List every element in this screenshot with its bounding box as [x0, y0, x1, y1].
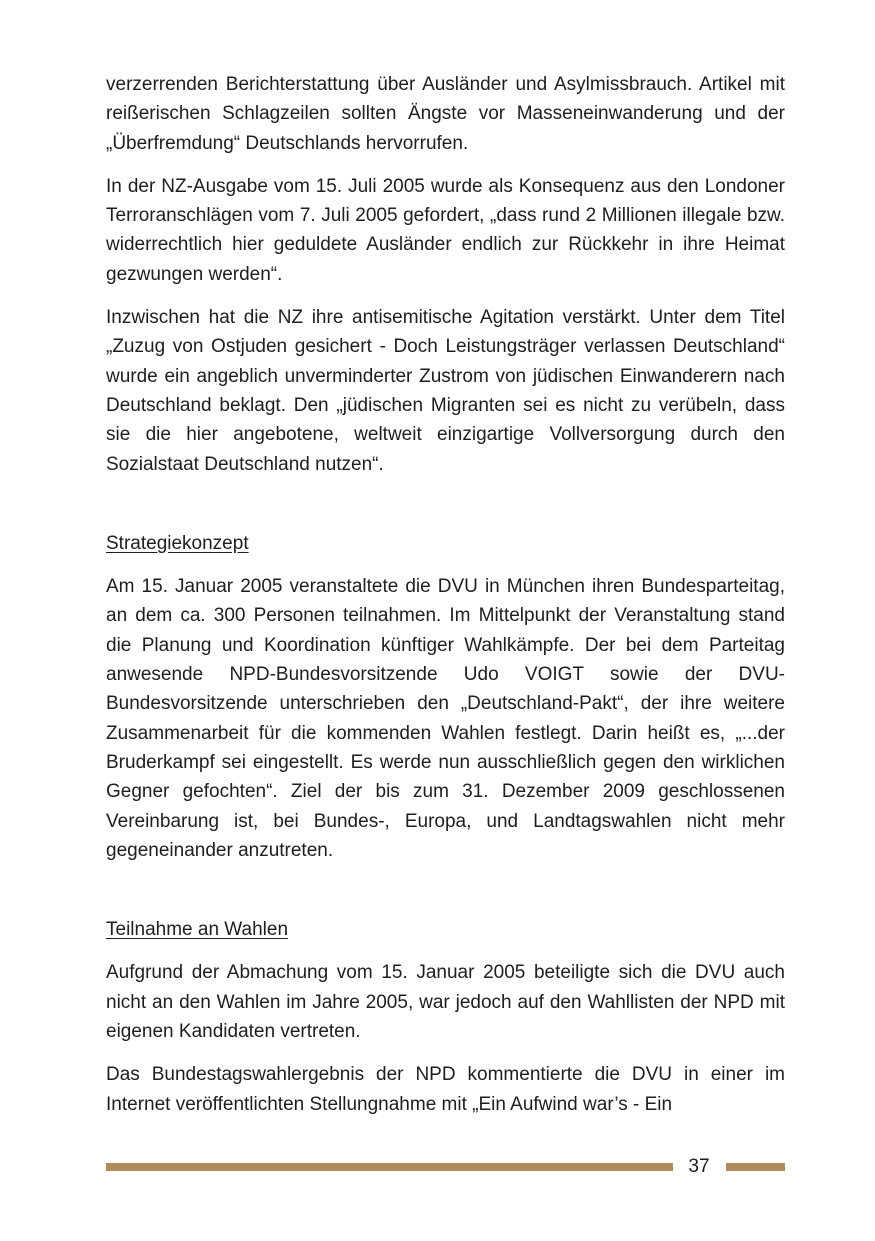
footer-rule-left — [106, 1163, 673, 1171]
page-footer — [106, 1155, 785, 1179]
paragraph: In der NZ-Ausgabe vom 15. Juli 2005 wurde als Konsequenz aus den Londoner Terroranschlägen vom 7. Juli 2005 gefordert, „dass rund 2 Millionen illegale bzw. widerrechtlich hier geduldete Ausländer endlich zur Rückkehr in ihre Heimat gezwungen werden“. — [106, 175, 785, 285]
paragraph: Am 15. Januar 2005 veranstaltete die DVU in München ihren Bundesparteitag, an dem ca. 300 Personen teilnahmen. Im Mittelpunkt der Veranstaltung stand die Planung und Koordination künftiger Wahlkämpfe. Der bei dem Parteitag anwesende NPD-Bundesvorsitzende Udo VOIGT sowie der DVU-Bundesvorsitzende unterschrieben den „Deutschland-Pakt“, der ihre weitere Zusammenarbeit für die kommenden Wahlen festlegt. Darin heißt es, „...der Bruderkampf sei eingestellt. Es werde nun ausschließlich gegen den wirklichen Gegner gefochten“. Ziel der bis zum 31. Dezember 2009 geschlossenen Vereinbarung ist, bei Bundes-, Europa, und Landtagswahlen nicht mehr gegeneinander anzutreten. — [106, 576, 785, 861]
paragraph: Aufgrund der Abmachung vom 15. Januar 2005 beteiligte sich die DVU auch nicht an den Wahlen im Jahre 2005, war jedoch auf den Wahllisten der NPD mit eigenen Kandidaten vertreten. — [106, 962, 785, 1043]
paragraph: Das Bundestagswahlergebnis der NPD kommentierte die DVU in einer im Internet veröffentlichten Stellungnahme mit „Ein Aufwind war’s - Ein — [106, 1064, 785, 1115]
section-heading-teilnahme-an-wahlen: Teilnahme an Wahlen — [106, 919, 289, 941]
page-number: 37 — [688, 1156, 710, 1177]
paragraph: Inzwischen hat die NZ ihre antisemitische Agitation verstärkt. Unter dem Titel „Zuzug von Ostjuden gesichert - Doch Leistungsträger verlassen Deutschland“ wurde ein angeblich unverminderter Zustrom von jüdischen Einwanderern nach Deutschland beklagt. Den „jüdischen Migranten sei es nicht zu verübeln, dass sie die hier angebotene, weltweit einzigartige Vollversorgung durch den Sozialstaat Deutschland nutzen“. — [106, 307, 785, 475]
footer-rule-right — [726, 1163, 785, 1171]
paragraph: verzerrenden Berichterstattung über Ausländer und Asylmissbrauch. Artikel mit reißerischen Schlagzeilen sollten Ängste vor Masseneinwanderung und der „Überfremdung“ Deutschlands hervorrufen. — [106, 74, 785, 154]
section-heading-strategiekonzept: Strategiekonzept — [106, 532, 249, 554]
page-body — [106, 70, 785, 1133]
